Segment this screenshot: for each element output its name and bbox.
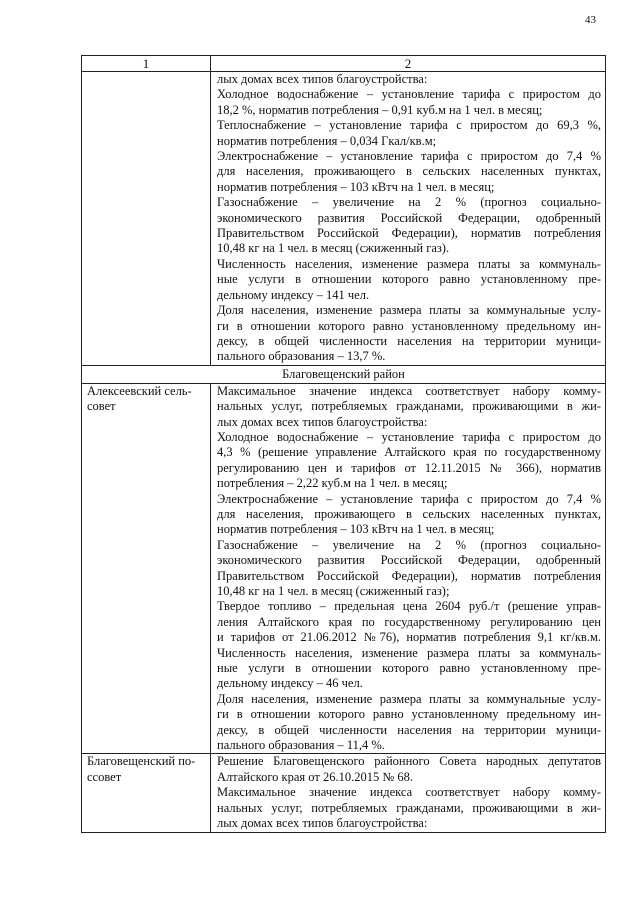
text-line: регулированию цен и тарифов от 12.11.2015 № 366), норматив xyxy=(217,460,601,475)
text-line: лых домах всех типов благоустройства: xyxy=(217,816,428,831)
text-line: лых домах всех типов благоустройства: xyxy=(217,72,428,86)
text-line: экономического развития Российской Федерации, одобренный xyxy=(217,210,601,225)
text-line: и тарифов от 21.06.2012 №76), норматив потребления 9,1 кг/кв.м. xyxy=(217,630,601,645)
section-row xyxy=(82,365,606,383)
text-line: Газоснабжение – увеличение на 2 % (прогноз социально- xyxy=(217,195,601,210)
text-line: Электроснабжение – установление тарифа с приростом до 7,4 % xyxy=(217,149,601,164)
table-row-alekseevsky xyxy=(82,383,606,754)
text-line: для населения, проживающего в сельских населенных пунктах, xyxy=(217,506,601,521)
header-col-1: 1 xyxy=(82,56,211,72)
text-line: пального образования – 11,4 %. xyxy=(217,738,385,753)
table-row-continuation xyxy=(82,72,606,366)
text-line: ги в отношении которого равно установленному предельному ин- xyxy=(217,707,601,722)
text-line: Доля населения, изменение размера платы за коммунальные услу- xyxy=(217,303,601,318)
text-line: Максимальное значение индекса соответствует набору комму- xyxy=(217,785,601,800)
text-line: 18,2 %, норматив потребления – 0,91 куб.м на 1 чел. в месяц; xyxy=(217,102,543,117)
text-line: Правительством Российской Федерации), норматив потребления xyxy=(217,568,601,583)
text-line: Правительством Российской Федерации), норматив потребления xyxy=(217,226,601,241)
text-line: ления Алтайского края по государственному регулированию цен xyxy=(217,614,601,629)
row-name-cell xyxy=(82,383,211,754)
text-line: Решение Благовещенского районного Совета народных депутатов xyxy=(217,754,601,769)
text-line: Газоснабжение – увеличение на 2 % (прогноз социально- xyxy=(217,537,601,552)
text-line: ные услуги в отношении которого равно установленному пре- xyxy=(217,661,601,676)
row-text-cell xyxy=(211,72,606,366)
text-line: Холодное водоснабжение – установление тарифа с приростом до xyxy=(217,87,601,102)
text-line: нальных услуг, потребляемых гражданами, проживающими в жи- xyxy=(217,399,601,414)
text-line: Теплоснабжение – установление тарифа с приростом до 69,3 %, xyxy=(217,118,601,133)
text-line: 4,3 % (решение управление Алтайского края по государственному xyxy=(217,445,601,460)
text-line: нальных услуг, потребляемых гражданами, проживающими в жи- xyxy=(217,800,601,815)
text-line: норматив потребления – 103 кВтч на 1 чел. в месяц; xyxy=(217,179,495,194)
text-line: Численность населения, изменение размера платы за коммуналь- xyxy=(217,645,601,660)
text-line: норматив потребления – 103 кВтч на 1 чел. в месяц; xyxy=(217,522,495,537)
text-line: Твердое топливо – предельная цена 2604 руб./т (решение управ- xyxy=(217,599,601,614)
text-line: 10,48 кг на 1 чел. в месяц (сжиженный газ); xyxy=(217,584,450,598)
text-line: Электроснабжение – установление тарифа с приростом до 7,4 % xyxy=(217,491,601,506)
row-name-line: Благовещенский по- xyxy=(87,754,196,769)
text-line: Доля населения, изменение размера платы за коммунальные услу- xyxy=(217,691,601,706)
text-line: дельному индексу – 46 чел. xyxy=(217,676,363,691)
text-line: Численность населения, изменение размера платы за коммуналь- xyxy=(217,256,601,271)
text-line: 10,48 кг на 1 чел. в месяц (сжиженный газ). xyxy=(217,241,450,256)
text-line: дексу, в общей численности населения на территории муници- xyxy=(217,722,601,737)
text-line: норматив потребления – 0,034 Гкал/кв.м; xyxy=(217,133,437,148)
row-name-line: совет xyxy=(87,399,116,414)
text-line: лых домах всех типов благоустройства: xyxy=(217,414,428,429)
table-header-row xyxy=(82,56,606,72)
text-line: ги в отношении которого равно установленному предельному ин- xyxy=(217,318,601,333)
row-name-line: Алексеевский сель- xyxy=(87,383,192,398)
text-line: дексу, в общей численности населения на территории муници- xyxy=(217,333,601,348)
row-text-cell xyxy=(211,754,606,832)
row-name-cell xyxy=(82,72,211,366)
text-line: ные услуги в отношении которого равно установленному пре- xyxy=(217,272,601,287)
text-line: Холодное водоснабжение – установление тарифа с приростом до xyxy=(217,429,601,444)
page-number: 43 xyxy=(585,14,596,26)
section-title: Благовещенский район xyxy=(82,365,606,383)
text-line: пального образования – 13,7 %. xyxy=(217,349,386,364)
text-line: потребления – 2,22 куб.м на 1 чел. в месяц; xyxy=(217,476,448,491)
row-name-line: ссовет xyxy=(87,769,122,784)
text-line: для населения, проживающего в сельских населенных пунктах, xyxy=(217,164,601,179)
header-col-2: 2 xyxy=(211,56,606,72)
document-table xyxy=(81,55,606,833)
text-line: экономического развития Российской Федерации, одобренный xyxy=(217,553,601,568)
text-line: Максимальное значение индекса соответствует набору комму- xyxy=(217,383,601,398)
table-row-blagoveshchensky xyxy=(82,754,606,832)
text-line: Алтайского края от 26.10.2015 № 68. xyxy=(217,769,414,784)
text-line: дельному индексу – 141 чел. xyxy=(217,287,370,302)
row-text-cell xyxy=(211,383,606,754)
row-name-cell xyxy=(82,754,211,832)
